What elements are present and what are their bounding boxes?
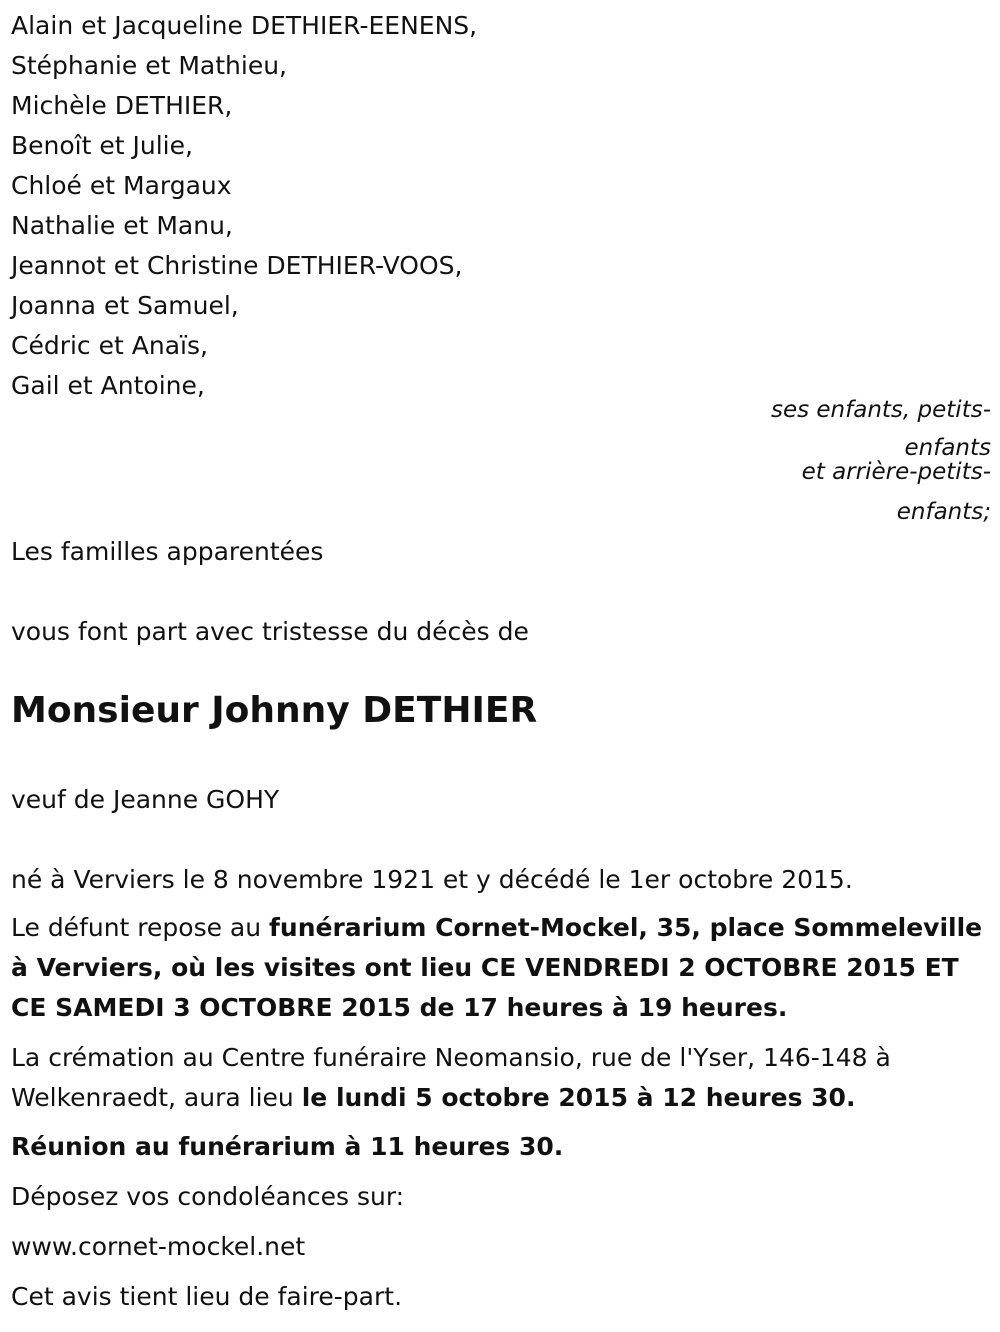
family-line: Cédric et Anaïs,: [11, 331, 208, 360]
relation-line: et arrière-petits-: [801, 459, 991, 485]
deceased-name: Monsieur Johnny DETHIER: [11, 690, 538, 731]
relation-line: ses enfants, petits-: [770, 397, 991, 423]
family-line: Alain et Jacqueline DETHIER-EENENS,: [11, 11, 478, 40]
rest-paragraph: [11, 908, 991, 1028]
family-line: Chloé et Margaux: [11, 171, 232, 200]
widower-of: veuf de Jeanne GOHY: [11, 785, 280, 814]
rest-details: funérarium Cornet-Mockel, 35, place Sommeleville à Verviers, où les visites ont lieu CE VENDREDI 2 OCTOBRE 2015 ET CE SAMEDI 3 OCTOBRE 2015 de 17 heures à 19 heures.: [11, 913, 983, 1022]
cremation-prefix: La crémation au Centre funéraire Neomansio, rue de l'Yser, 146-148 à Welkenraedt, aura lieu: [11, 1043, 891, 1112]
announcement-text: vous font part avec tristesse du décès de: [11, 617, 529, 646]
family-line: Stéphanie et Mathieu,: [11, 51, 287, 80]
condolences-label: Déposez vos condoléances sur:: [11, 1182, 405, 1211]
relation-line: enfants;: [896, 499, 991, 525]
rest-prefix: Le défunt repose au: [11, 913, 270, 942]
family-line: Jeannot et Christine DETHIER-VOOS,: [11, 251, 463, 280]
cremation-date: le lundi 5 octobre 2015 à 12 heures 30.: [301, 1083, 856, 1112]
family-line: Gail et Antoine,: [11, 371, 205, 400]
closing-text: Cet avis tient lieu de faire-part.: [11, 1282, 403, 1311]
website-link[interactable]: www.cornet-mockel.net: [11, 1232, 306, 1261]
cremation-paragraph: [11, 1038, 991, 1118]
relation-line: enfants: [904, 435, 991, 461]
related-families: Les familles apparentées: [11, 537, 324, 566]
meeting-text: Réunion au funérarium à 11 heures 30.: [11, 1132, 564, 1161]
family-line: Joanna et Samuel,: [11, 291, 239, 320]
family-line: Michèle DETHIER,: [11, 91, 233, 120]
family-line: Benoît et Julie,: [11, 131, 193, 160]
birth-death-text: né à Verviers le 8 novembre 1921 et y décédé le 1er octobre 2015.: [11, 865, 853, 894]
family-line: Nathalie et Manu,: [11, 211, 233, 240]
